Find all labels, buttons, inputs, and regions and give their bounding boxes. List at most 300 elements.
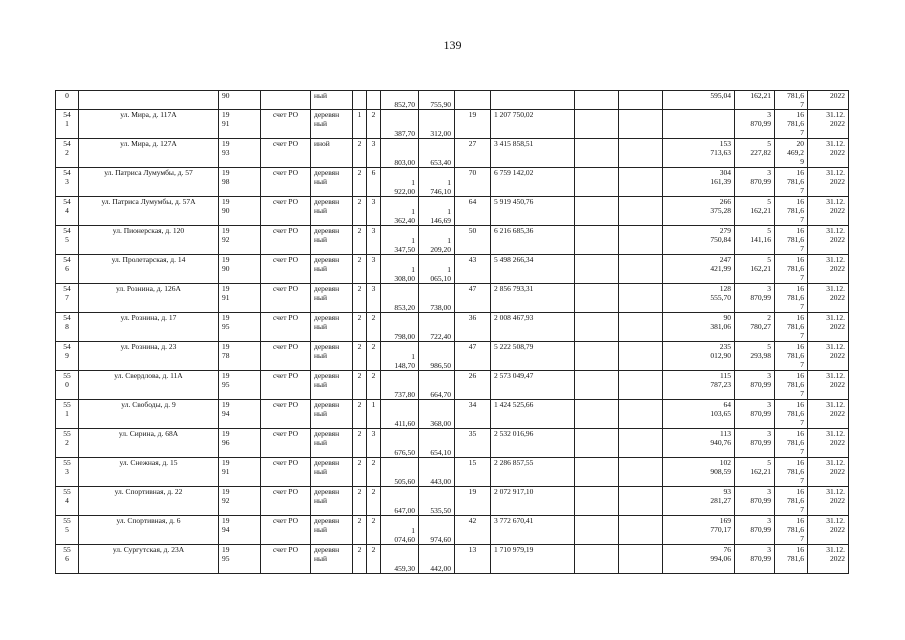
table-row bbox=[56, 168, 849, 197]
residents-cell: 15 bbox=[455, 458, 491, 487]
address-cell: ул. Рознина, д. 126А bbox=[79, 284, 219, 313]
unit-cost-cell: 5 227,82 bbox=[735, 139, 775, 168]
table-row bbox=[56, 487, 849, 516]
area-total-cell: 798,00 bbox=[381, 313, 419, 342]
residents-cell: 64 bbox=[455, 197, 491, 226]
entrances-cell: 2 bbox=[367, 342, 381, 371]
table-body bbox=[56, 91, 849, 574]
table-row bbox=[56, 91, 849, 110]
account-type-cell: счет РО bbox=[261, 400, 311, 429]
table-row bbox=[56, 284, 849, 313]
area-living-cell: 974,60 bbox=[419, 516, 455, 545]
build-year-cell: 19 94 bbox=[219, 516, 261, 545]
area-total-cell: 1 362,40 bbox=[381, 197, 419, 226]
area-total-cell: 803,00 bbox=[381, 139, 419, 168]
floors-cell: 2 bbox=[353, 197, 367, 226]
wall-material-cell: деревян ный bbox=[311, 487, 353, 516]
build-year-cell: 90 bbox=[219, 91, 261, 110]
address-cell: ул. Патриса Лумумбы, д. 57 bbox=[79, 168, 219, 197]
row-number-cell: 54 1 bbox=[56, 110, 79, 139]
build-year-cell: 19 90 bbox=[219, 255, 261, 284]
cell-col12-cell bbox=[575, 487, 619, 516]
cell-col12-cell bbox=[575, 110, 619, 139]
area-living-cell: 738,00 bbox=[419, 284, 455, 313]
floors-cell: 2 bbox=[353, 545, 367, 574]
ro-funds-cell: 266 375,28 bbox=[663, 197, 735, 226]
area-total-cell: 676,50 bbox=[381, 429, 419, 458]
cell-col12-cell bbox=[575, 458, 619, 487]
table-row bbox=[56, 313, 849, 342]
unit-cost-cell: 162,21 bbox=[735, 91, 775, 110]
cell-col12-cell bbox=[575, 371, 619, 400]
address-cell: ул. Мира, д. 117А bbox=[79, 110, 219, 139]
floors-cell: 2 bbox=[353, 226, 367, 255]
account-type-cell: счет РО bbox=[261, 458, 311, 487]
completion-date-cell: 31.12. 2022 bbox=[808, 110, 849, 139]
repair-cost-cell: 1 710 979,19 bbox=[491, 545, 575, 574]
residents-cell: 70 bbox=[455, 168, 491, 197]
unit-cost-cell: 3 870,99 bbox=[735, 400, 775, 429]
repair-cost-cell: 2 532 016,96 bbox=[491, 429, 575, 458]
build-year-cell: 19 95 bbox=[219, 545, 261, 574]
account-type-cell: счет РО bbox=[261, 516, 311, 545]
max-cost-cell: 16 781,6 bbox=[775, 545, 808, 574]
cell-col13-cell bbox=[619, 516, 663, 545]
floors-cell: 2 bbox=[353, 139, 367, 168]
account-type-cell: счет РО bbox=[261, 226, 311, 255]
max-cost-cell: 16 781,6 7 bbox=[775, 516, 808, 545]
ro-funds-cell: 153 713,63 bbox=[663, 139, 735, 168]
repair-cost-cell: 2 072 917,10 bbox=[491, 487, 575, 516]
unit-cost-cell: 3 870,99 bbox=[735, 487, 775, 516]
build-year-cell: 19 92 bbox=[219, 487, 261, 516]
cell-col12-cell bbox=[575, 226, 619, 255]
residents-cell: 19 bbox=[455, 110, 491, 139]
row-number-cell: 54 6 bbox=[56, 255, 79, 284]
floors-cell: 2 bbox=[353, 400, 367, 429]
cell-col13-cell bbox=[619, 458, 663, 487]
repair-cost-cell: 3 415 858,51 bbox=[491, 139, 575, 168]
table-row bbox=[56, 110, 849, 139]
address-cell: ул. Свободы, д. 9 bbox=[79, 400, 219, 429]
build-year-cell: 19 96 bbox=[219, 429, 261, 458]
table-row bbox=[56, 429, 849, 458]
row-number-cell: 54 3 bbox=[56, 168, 79, 197]
row-number-cell: 55 6 bbox=[56, 545, 79, 574]
unit-cost-cell: 3 870,99 bbox=[735, 429, 775, 458]
entrances-cell: 2 bbox=[367, 516, 381, 545]
residents-cell: 26 bbox=[455, 371, 491, 400]
account-type-cell: счет РО bbox=[261, 110, 311, 139]
row-number-cell: 55 0 bbox=[56, 371, 79, 400]
area-total-cell: 647,00 bbox=[381, 487, 419, 516]
floors-cell: 2 bbox=[353, 284, 367, 313]
area-total-cell: 1 148,70 bbox=[381, 342, 419, 371]
wall-material-cell: деревян ный bbox=[311, 516, 353, 545]
row-number-cell: 0 bbox=[56, 91, 79, 110]
wall-material-cell: деревян ный bbox=[311, 255, 353, 284]
residents-cell: 35 bbox=[455, 429, 491, 458]
build-year-cell: 19 95 bbox=[219, 313, 261, 342]
area-total-cell: 737,80 bbox=[381, 371, 419, 400]
wall-material-cell: деревян ный bbox=[311, 226, 353, 255]
unit-cost-cell: 5 141,16 bbox=[735, 226, 775, 255]
repair-cost-cell: 2 856 793,31 bbox=[491, 284, 575, 313]
ro-funds-cell: 595,04 bbox=[663, 91, 735, 110]
max-cost-cell: 16 781,6 7 bbox=[775, 255, 808, 284]
entrances-cell: 2 bbox=[367, 487, 381, 516]
residents-cell: 47 bbox=[455, 284, 491, 313]
address-cell: ул. Пионерская, д. 120 bbox=[79, 226, 219, 255]
repair-cost-cell: 1 207 750,02 bbox=[491, 110, 575, 139]
area-living-cell: 312,00 bbox=[419, 110, 455, 139]
unit-cost-cell: 3 870,99 bbox=[735, 545, 775, 574]
completion-date-cell: 31.12. 2022 bbox=[808, 400, 849, 429]
row-number-cell: 55 5 bbox=[56, 516, 79, 545]
residents-cell: 42 bbox=[455, 516, 491, 545]
floors-cell: 2 bbox=[353, 516, 367, 545]
repair-cost-cell: 6 216 685,36 bbox=[491, 226, 575, 255]
build-year-cell: 19 91 bbox=[219, 284, 261, 313]
max-cost-cell: 16 781,6 7 bbox=[775, 110, 808, 139]
floors-cell bbox=[353, 91, 367, 110]
cell-col12-cell bbox=[575, 516, 619, 545]
entrances-cell: 3 bbox=[367, 226, 381, 255]
completion-date-cell: 31.12. 2022 bbox=[808, 516, 849, 545]
cell-col13-cell bbox=[619, 197, 663, 226]
cell-col12-cell bbox=[575, 313, 619, 342]
table-row bbox=[56, 255, 849, 284]
repair-cost-cell: 2 286 857,55 bbox=[491, 458, 575, 487]
address-cell: ул. Патриса Лумумбы, д. 57А bbox=[79, 197, 219, 226]
ro-funds-cell: 279 750,84 bbox=[663, 226, 735, 255]
wall-material-cell: деревян ный bbox=[311, 400, 353, 429]
completion-date-cell: 31.12. 2022 bbox=[808, 284, 849, 313]
area-total-cell: 387,70 bbox=[381, 110, 419, 139]
repair-cost-cell: 3 772 670,41 bbox=[491, 516, 575, 545]
area-total-cell: 1 074,60 bbox=[381, 516, 419, 545]
account-type-cell bbox=[261, 91, 311, 110]
unit-cost-cell: 5 162,21 bbox=[735, 255, 775, 284]
build-year-cell: 19 92 bbox=[219, 226, 261, 255]
build-year-cell: 19 93 bbox=[219, 139, 261, 168]
entrances-cell: 3 bbox=[367, 284, 381, 313]
max-cost-cell: 781,6 7 bbox=[775, 91, 808, 110]
row-number-cell: 54 5 bbox=[56, 226, 79, 255]
address-cell: ул. Мира, д. 127А bbox=[79, 139, 219, 168]
wall-material-cell: деревян ный bbox=[311, 110, 353, 139]
wall-material-cell: деревян ный bbox=[311, 458, 353, 487]
entrances-cell: 1 bbox=[367, 400, 381, 429]
ro-funds-cell: 113 940,76 bbox=[663, 429, 735, 458]
unit-cost-cell: 3 870,99 bbox=[735, 110, 775, 139]
account-type-cell: счет РО bbox=[261, 487, 311, 516]
residents-cell: 13 bbox=[455, 545, 491, 574]
max-cost-cell: 16 781,6 7 bbox=[775, 487, 808, 516]
repair-cost-cell: 5 222 508,79 bbox=[491, 342, 575, 371]
entrances-cell: 2 bbox=[367, 458, 381, 487]
address-cell: ул. Рознина, д. 23 bbox=[79, 342, 219, 371]
entrances-cell: 3 bbox=[367, 139, 381, 168]
ro-funds-cell: 115 787,23 bbox=[663, 371, 735, 400]
residents-cell: 19 bbox=[455, 487, 491, 516]
completion-date-cell: 31.12. 2022 bbox=[808, 168, 849, 197]
ro-funds-cell: 102 908,59 bbox=[663, 458, 735, 487]
ro-funds-cell: 235 012,90 bbox=[663, 342, 735, 371]
ro-funds-cell: 169 770,17 bbox=[663, 516, 735, 545]
residents-cell: 43 bbox=[455, 255, 491, 284]
wall-material-cell: деревян ный bbox=[311, 429, 353, 458]
account-type-cell: счет РО bbox=[261, 371, 311, 400]
entrances-cell: 2 bbox=[367, 110, 381, 139]
area-living-cell: 443,00 bbox=[419, 458, 455, 487]
build-year-cell: 19 95 bbox=[219, 371, 261, 400]
floors-cell: 2 bbox=[353, 487, 367, 516]
area-total-cell: 505,60 bbox=[381, 458, 419, 487]
build-year-cell: 19 91 bbox=[219, 110, 261, 139]
floors-cell: 2 bbox=[353, 371, 367, 400]
address-cell bbox=[79, 91, 219, 110]
cell-col12-cell bbox=[575, 91, 619, 110]
ro-funds-cell: 93 281,27 bbox=[663, 487, 735, 516]
ro-funds-cell: 128 555,70 bbox=[663, 284, 735, 313]
area-total-cell: 1 347,50 bbox=[381, 226, 419, 255]
max-cost-cell: 16 781,6 7 bbox=[775, 342, 808, 371]
account-type-cell: счет РО bbox=[261, 313, 311, 342]
build-year-cell: 19 90 bbox=[219, 197, 261, 226]
entrances-cell: 3 bbox=[367, 255, 381, 284]
area-living-cell: 986,50 bbox=[419, 342, 455, 371]
area-total-cell: 459,30 bbox=[381, 545, 419, 574]
unit-cost-cell: 5 162,21 bbox=[735, 458, 775, 487]
unit-cost-cell: 3 870,99 bbox=[735, 284, 775, 313]
cell-col13-cell bbox=[619, 284, 663, 313]
cell-col12-cell bbox=[575, 342, 619, 371]
max-cost-cell: 16 781,6 7 bbox=[775, 168, 808, 197]
area-living-cell: 535,50 bbox=[419, 487, 455, 516]
entrances-cell: 2 bbox=[367, 371, 381, 400]
wall-material-cell: ный bbox=[311, 91, 353, 110]
completion-date-cell: 31.12. 2022 bbox=[808, 139, 849, 168]
cell-col13-cell bbox=[619, 139, 663, 168]
completion-date-cell: 31.12. 2022 bbox=[808, 313, 849, 342]
max-cost-cell: 16 781,6 7 bbox=[775, 371, 808, 400]
row-number-cell: 55 3 bbox=[56, 458, 79, 487]
ro-funds-cell: 247 421,99 bbox=[663, 255, 735, 284]
cell-col13-cell bbox=[619, 342, 663, 371]
max-cost-cell: 16 781,6 7 bbox=[775, 458, 808, 487]
completion-date-cell: 2022 bbox=[808, 91, 849, 110]
area-total-cell: 411,60 bbox=[381, 400, 419, 429]
table-row bbox=[56, 516, 849, 545]
table-row bbox=[56, 545, 849, 574]
completion-date-cell: 31.12. 2022 bbox=[808, 487, 849, 516]
table-row bbox=[56, 139, 849, 168]
build-year-cell: 19 91 bbox=[219, 458, 261, 487]
unit-cost-cell: 3 870,99 bbox=[735, 371, 775, 400]
table-row bbox=[56, 226, 849, 255]
account-type-cell: счет РО bbox=[261, 342, 311, 371]
build-year-cell: 19 78 bbox=[219, 342, 261, 371]
entrances-cell: 3 bbox=[367, 197, 381, 226]
page-number: 139 bbox=[443, 38, 462, 52]
repair-cost-cell: 5 498 266,34 bbox=[491, 255, 575, 284]
max-cost-cell: 16 781,6 7 bbox=[775, 313, 808, 342]
row-number-cell: 55 2 bbox=[56, 429, 79, 458]
completion-date-cell: 31.12. 2022 bbox=[808, 371, 849, 400]
repair-cost-cell: 2 008 467,93 bbox=[491, 313, 575, 342]
floors-cell: 2 bbox=[353, 458, 367, 487]
area-living-cell: 664,70 bbox=[419, 371, 455, 400]
cell-col13-cell bbox=[619, 226, 663, 255]
residents-cell bbox=[455, 91, 491, 110]
residents-cell: 36 bbox=[455, 313, 491, 342]
repair-cost-cell: 6 759 142,02 bbox=[491, 168, 575, 197]
table-row bbox=[56, 197, 849, 226]
account-type-cell: счет РО bbox=[261, 255, 311, 284]
repair-cost-cell bbox=[491, 91, 575, 110]
account-type-cell: счет РО bbox=[261, 429, 311, 458]
completion-date-cell: 31.12. 2022 bbox=[808, 342, 849, 371]
wall-material-cell: иной bbox=[311, 139, 353, 168]
address-cell: ул. Свердлова, д. 11А bbox=[79, 371, 219, 400]
area-living-cell: 722,40 bbox=[419, 313, 455, 342]
area-total-cell: 853,20 bbox=[381, 284, 419, 313]
address-cell: ул. Пролетарская, д. 14 bbox=[79, 255, 219, 284]
cell-col13-cell bbox=[619, 487, 663, 516]
wall-material-cell: деревян ный bbox=[311, 342, 353, 371]
residents-cell: 47 bbox=[455, 342, 491, 371]
max-cost-cell: 16 781,6 7 bbox=[775, 226, 808, 255]
cell-col12-cell bbox=[575, 545, 619, 574]
wall-material-cell: деревян ный bbox=[311, 371, 353, 400]
table-row bbox=[56, 371, 849, 400]
cell-col12-cell bbox=[575, 139, 619, 168]
wall-material-cell: деревян ный bbox=[311, 197, 353, 226]
area-living-cell: 654,10 bbox=[419, 429, 455, 458]
row-number-cell: 55 4 bbox=[56, 487, 79, 516]
completion-date-cell: 31.12. 2022 bbox=[808, 255, 849, 284]
address-cell: ул. Спортивная, д. 6 bbox=[79, 516, 219, 545]
ro-funds-cell: 304 161,39 bbox=[663, 168, 735, 197]
cell-col13-cell bbox=[619, 168, 663, 197]
area-total-cell: 852,70 bbox=[381, 91, 419, 110]
housing-register-table bbox=[55, 90, 849, 574]
wall-material-cell: деревян ный bbox=[311, 313, 353, 342]
wall-material-cell: деревян ный bbox=[311, 168, 353, 197]
area-living-cell: 755,90 bbox=[419, 91, 455, 110]
area-living-cell: 1 746,10 bbox=[419, 168, 455, 197]
entrances-cell: 6 bbox=[367, 168, 381, 197]
cell-col12-cell bbox=[575, 197, 619, 226]
floors-cell: 2 bbox=[353, 168, 367, 197]
cell-col12-cell bbox=[575, 168, 619, 197]
residents-cell: 34 bbox=[455, 400, 491, 429]
cell-col13-cell bbox=[619, 429, 663, 458]
table-row bbox=[56, 400, 849, 429]
cell-col12-cell bbox=[575, 429, 619, 458]
cell-col13-cell bbox=[619, 400, 663, 429]
row-number-cell: 54 8 bbox=[56, 313, 79, 342]
address-cell: ул. Спортивная, д. 22 bbox=[79, 487, 219, 516]
completion-date-cell: 31.12. 2022 bbox=[808, 458, 849, 487]
unit-cost-cell: 3 870,99 bbox=[735, 516, 775, 545]
max-cost-cell: 16 781,6 7 bbox=[775, 400, 808, 429]
cell-col13-cell bbox=[619, 255, 663, 284]
row-number-cell: 54 2 bbox=[56, 139, 79, 168]
area-living-cell: 1 209,20 bbox=[419, 226, 455, 255]
ro-funds-cell: 64 103,65 bbox=[663, 400, 735, 429]
unit-cost-cell: 3 870,99 bbox=[735, 168, 775, 197]
cell-col13-cell bbox=[619, 110, 663, 139]
residents-cell: 50 bbox=[455, 226, 491, 255]
account-type-cell: счет РО bbox=[261, 197, 311, 226]
area-living-cell: 442,00 bbox=[419, 545, 455, 574]
max-cost-cell: 16 781,6 7 bbox=[775, 197, 808, 226]
cell-col12-cell bbox=[575, 255, 619, 284]
area-total-cell: 1 308,00 bbox=[381, 255, 419, 284]
floors-cell: 2 bbox=[353, 313, 367, 342]
area-living-cell: 368,00 bbox=[419, 400, 455, 429]
build-year-cell: 19 98 bbox=[219, 168, 261, 197]
table-row bbox=[56, 342, 849, 371]
max-cost-cell: 20 469,2 9 bbox=[775, 139, 808, 168]
floors-cell: 2 bbox=[353, 342, 367, 371]
repair-cost-cell: 2 573 049,47 bbox=[491, 371, 575, 400]
completion-date-cell: 31.12. 2022 bbox=[808, 197, 849, 226]
max-cost-cell: 16 781,6 7 bbox=[775, 284, 808, 313]
row-number-cell: 54 7 bbox=[56, 284, 79, 313]
address-cell: ул. Сирина, д. 68А bbox=[79, 429, 219, 458]
area-living-cell: 653,40 bbox=[419, 139, 455, 168]
account-type-cell: счет РО bbox=[261, 139, 311, 168]
cell-col13-cell bbox=[619, 313, 663, 342]
completion-date-cell: 31.12. 2022 bbox=[808, 429, 849, 458]
area-total-cell: 1 922,00 bbox=[381, 168, 419, 197]
max-cost-cell: 16 781,6 7 bbox=[775, 429, 808, 458]
residents-cell: 27 bbox=[455, 139, 491, 168]
cell-col13-cell bbox=[619, 371, 663, 400]
ro-funds-cell bbox=[663, 110, 735, 139]
address-cell: ул. Снежная, д. 15 bbox=[79, 458, 219, 487]
floors-cell: 2 bbox=[353, 255, 367, 284]
floors-cell: 2 bbox=[353, 429, 367, 458]
cell-col12-cell bbox=[575, 284, 619, 313]
cell-col12-cell bbox=[575, 400, 619, 429]
ro-funds-cell: 90 381,06 bbox=[663, 313, 735, 342]
account-type-cell: счет РО bbox=[261, 168, 311, 197]
unit-cost-cell: 5 293,98 bbox=[735, 342, 775, 371]
area-living-cell: 1 146,69 bbox=[419, 197, 455, 226]
floors-cell: 1 bbox=[353, 110, 367, 139]
unit-cost-cell: 5 162,21 bbox=[735, 197, 775, 226]
entrances-cell bbox=[367, 91, 381, 110]
row-number-cell: 54 9 bbox=[56, 342, 79, 371]
ro-funds-cell: 76 994,06 bbox=[663, 545, 735, 574]
row-number-cell: 54 4 bbox=[56, 197, 79, 226]
repair-cost-cell: 5 919 450,76 bbox=[491, 197, 575, 226]
cell-col13-cell bbox=[619, 91, 663, 110]
entrances-cell: 2 bbox=[367, 313, 381, 342]
repair-cost-cell: 1 424 525,66 bbox=[491, 400, 575, 429]
cell-col13-cell bbox=[619, 545, 663, 574]
account-type-cell: счет РО bbox=[261, 545, 311, 574]
unit-cost-cell: 2 780,27 bbox=[735, 313, 775, 342]
entrances-cell: 3 bbox=[367, 429, 381, 458]
entrances-cell: 2 bbox=[367, 545, 381, 574]
completion-date-cell: 31.12. 2022 bbox=[808, 226, 849, 255]
completion-date-cell: 31.12. 2022 bbox=[808, 545, 849, 574]
